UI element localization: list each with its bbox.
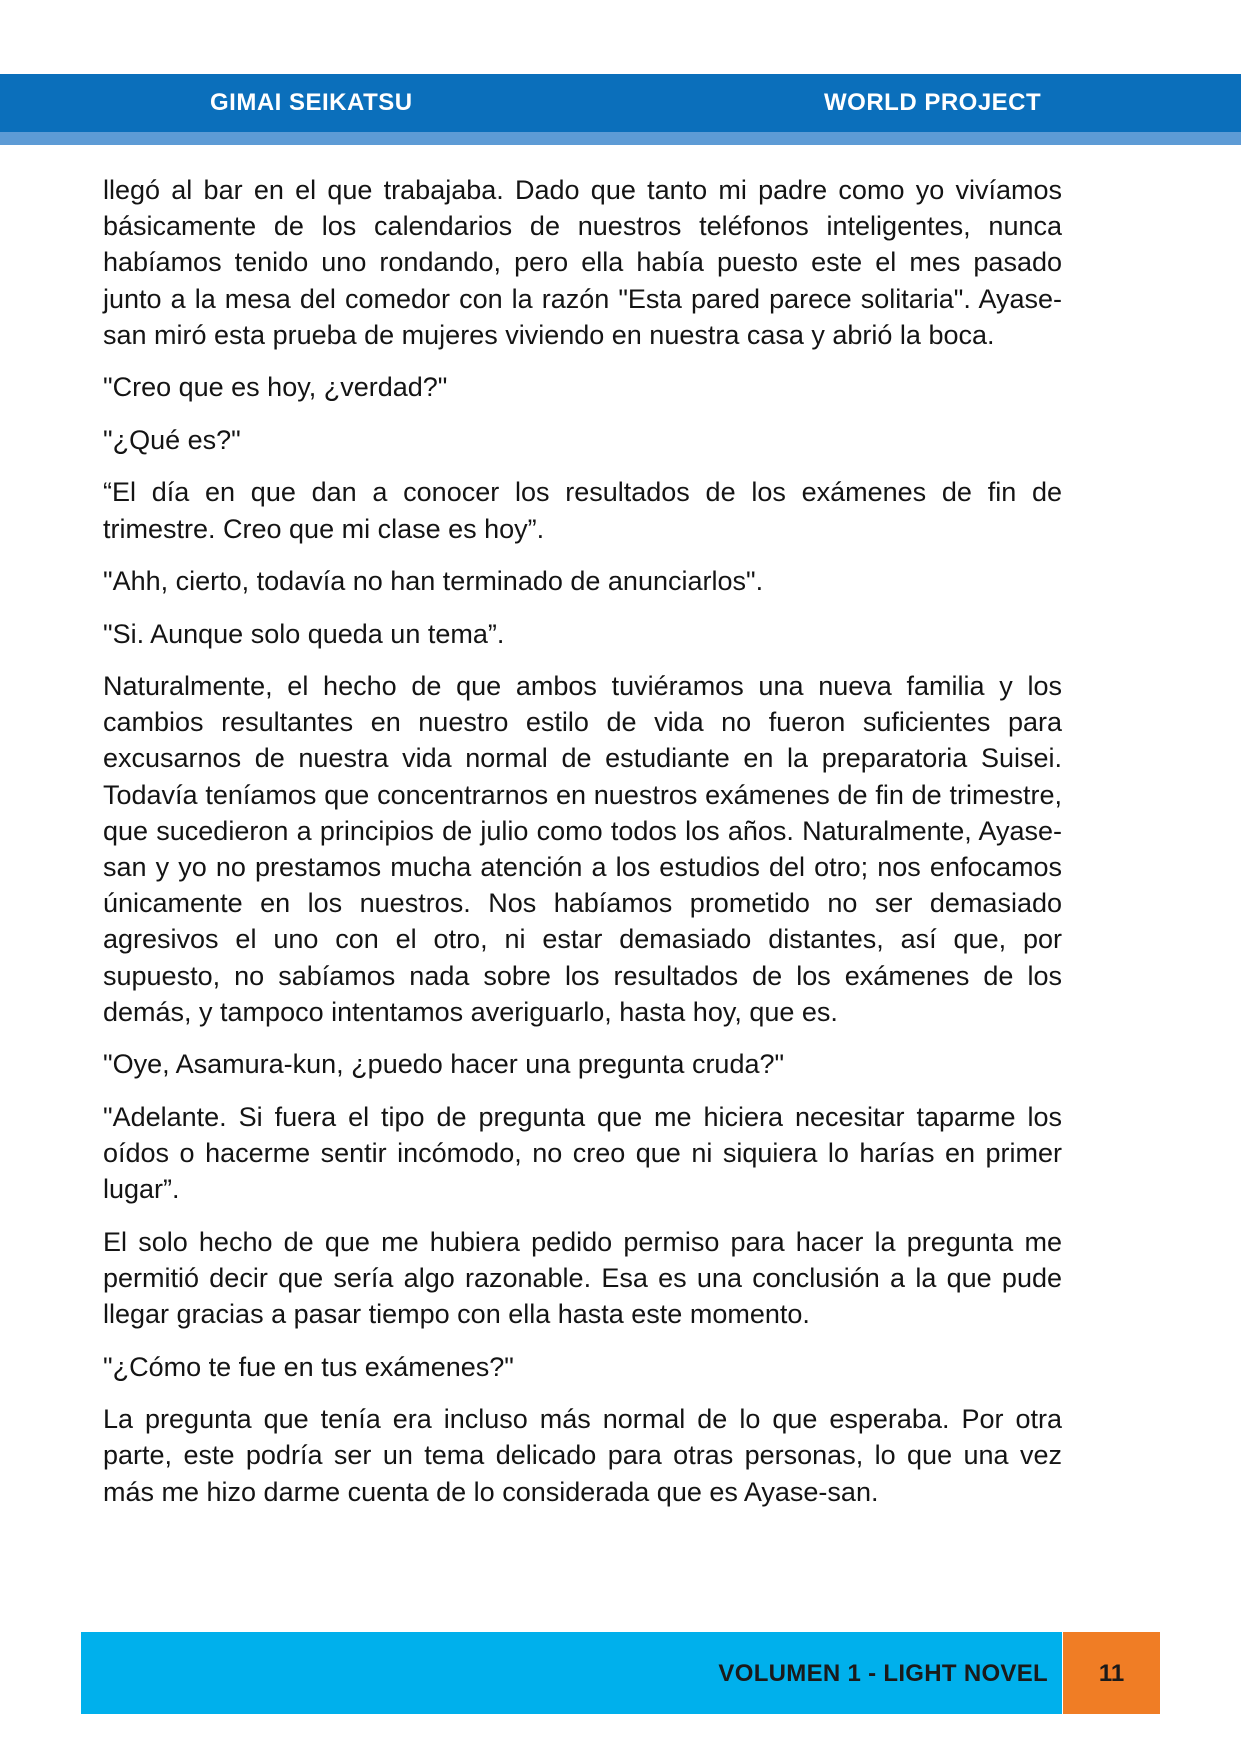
page-body	[103, 172, 1062, 1526]
paragraph: "¿Cómo te fue en tus exámenes?"	[103, 1351, 514, 1382]
paragraph: "Ahh, cierto, todavía no han terminado de anunciarlos".	[103, 566, 764, 597]
paragraph: "Adelante. Si fuera el tipo de pregunta que me hiciera necesitar taparme los oídos o hacerme sentir incómodo, no creo que ni siquiera lo harías en primer lugar”.	[103, 1101, 1062, 1205]
paragraph: El solo hecho de que me hubiera pedido permiso para hacer la pregunta me permitió decir que sería algo razonable. Esa es una conclusión a la que pude llegar gracias a pasar tiempo con ella hasta este momento.	[103, 1226, 1062, 1330]
page-number: 11	[1098, 1660, 1125, 1687]
header-rule	[0, 132, 1241, 145]
page-number-box	[1063, 1632, 1160, 1714]
footer-volume-title: VOLUMEN 1 - LIGHT NOVEL	[718, 1660, 1048, 1687]
paragraph: Naturalmente, el hecho de que ambos tuviéramos una nueva familia y los cambios resultantes en nuestro estilo de vida no fueron suficientes para excusarnos de nuestra vida normal de estudiante en la preparatoria Suisei. Todavía teníamos que concentrarnos en nuestros exámenes de fin de trimestre, que sucedieron a principios de julio como todos los años. Naturalmente, Ayase-san y yo no prestamos mucha atención a los estudios del otro; nos enfocamos únicamente en los nuestros. Nos habíamos prometido no ser demasiado agresivos el uno con el otro, ni estar demasiado distantes, así que, por supuesto, no sabíamos nada sobre los resultados de los exámenes de los demás, y tampoco intentamos averiguarlo, hasta hoy, que es.	[103, 671, 1062, 1027]
header-group-name: WORLD PROJECT	[824, 89, 1042, 116]
paragraph: “El día en que dan a conocer los resultados de los exámenes de fin de trimestre. Creo que mi clase es hoy”.	[103, 477, 1062, 544]
paragraph: "Creo que es hoy, ¿verdad?"	[103, 372, 448, 403]
paragraph: "Si. Aunque solo queda un tema”.	[103, 618, 505, 649]
paragraph: La pregunta que tenía era incluso más normal de lo que esperaba. Por otra parte, este podría ser un tema delicado para otras personas, lo que una vez más me hizo darme cuenta de lo considerada que es Ayase-san.	[103, 1404, 1062, 1507]
paragraph: "¿Qué es?"	[103, 424, 241, 455]
header-series-title: GIMAI SEIKATSU	[210, 89, 413, 116]
footer-band	[81, 1632, 1062, 1714]
paragraph: "Oye, Asamura-kun, ¿puedo hacer una pregunta cruda?"	[103, 1049, 785, 1080]
header-band	[0, 74, 1241, 132]
paragraph: llegó al bar en el que trabajaba. Dado que tanto mi padre como yo vivíamos básicamente de los calendarios de nuestros teléfonos inteligentes, nunca habíamos tenido uno rondando, pero ella había puesto este el mes pasado junto a la mesa del comedor con la razón "Esta pared parece solitaria". Ayase-san miró esta prueba de mujeres viviendo en nuestra casa y abrió la boca.	[103, 175, 1062, 350]
